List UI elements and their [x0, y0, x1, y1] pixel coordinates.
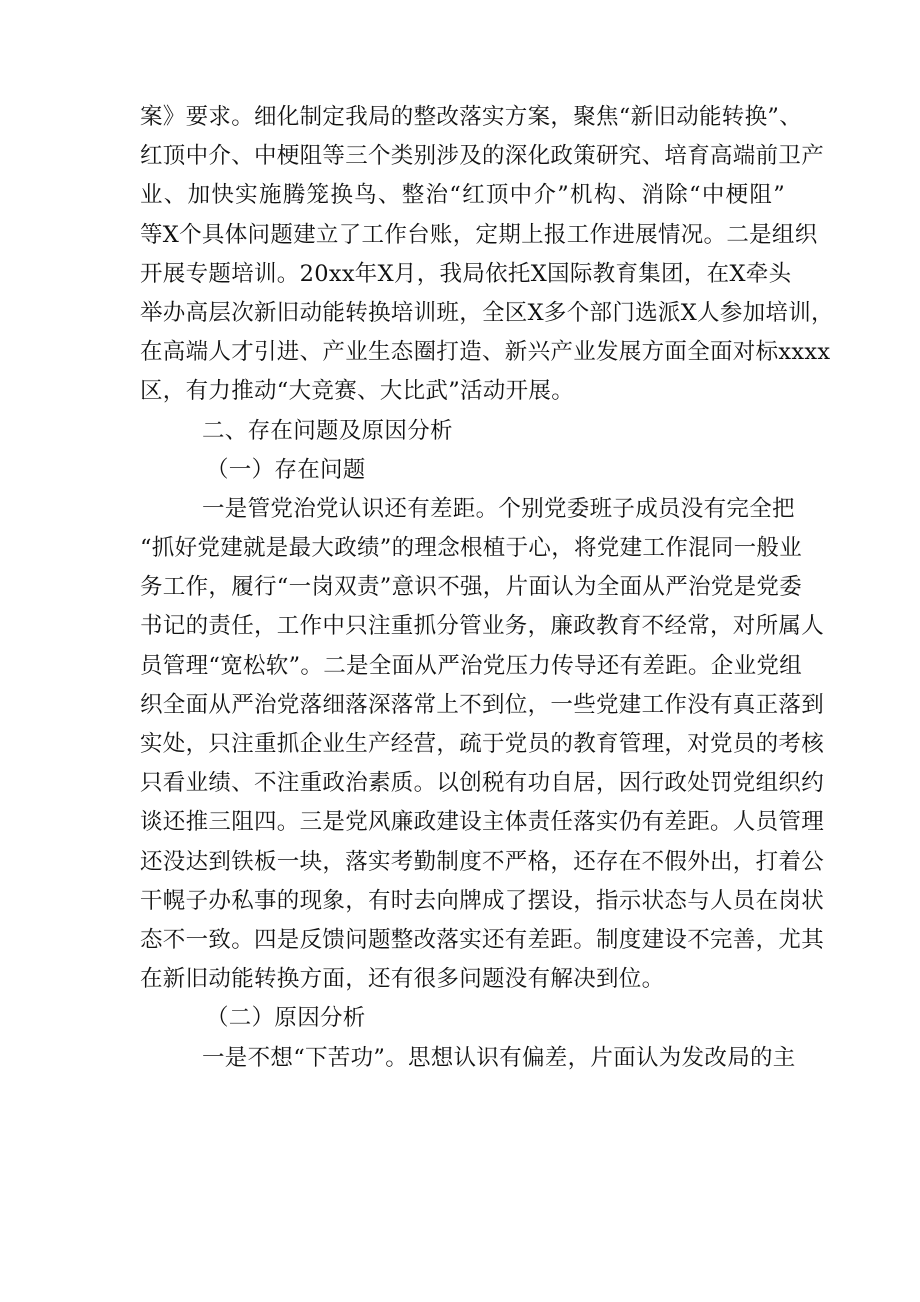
subsection-heading: （二）原因分析	[206, 1005, 366, 1032]
paragraph-line: 区，有力推动“大竞赛、大比武”活动开展。	[140, 378, 575, 405]
paragraph-line: 还没达到铁板一块，落实考勤制度不严格，还存在不假外出，打着公	[140, 848, 825, 875]
paragraph-line: 举办高层次新旧动能转换培训班，全区X多个部门选派X人参加培训，	[140, 299, 834, 326]
paragraph-line: 开展专题培训。20xx年X月，我局依托X国际教育集团，在X牵头	[140, 260, 792, 287]
paragraph-line: 等X个具体问题建立了工作台账，定期上报工作进展情况。二是组织	[140, 221, 818, 248]
paragraph-line: 实处，只注重抓企业生产经营，疏于党员的教育管理，对党员的考核	[140, 731, 825, 757]
subsection-heading: （一）存在问题	[206, 456, 366, 483]
document-body	[140, 98, 834, 1078]
paragraph-line: 干幌子办私事的现象，有时去向牌成了摆设，指示状态与人员在岗状	[140, 887, 825, 914]
section-heading: 二、存在问题及原因分析	[202, 417, 453, 444]
paragraph-line: 员管理“宽松软”。二是全面从严治党压力传导还有差距。企业党组	[140, 652, 803, 679]
paragraph-line: 业、加快实施腾笼换鸟、整治“红顶中介”机构、消除“中梗阻”	[140, 182, 785, 209]
paragraph-line: 书记的责任，工作中只注重抓分管业务，廉政教育不经常，对所属人	[140, 613, 825, 640]
paragraph-line: 一是不想“下苦功”。思想认识有偏差，片面认为发改局的主	[202, 1044, 796, 1071]
paragraph-line: 只看业绩、不注重政治素质。以创税有功自居，因行政处罚党组织约	[140, 770, 825, 797]
paragraph-line: 务工作，履行“一岗双责”意识不强，片面认为全面从严治党是党委	[140, 574, 803, 601]
paragraph-line: 织全面从严治党落细落深落常上不到位，一些党建工作没有真正落到	[140, 691, 825, 718]
paragraph-line: 在高端人才引进、产业生态圈打造、新兴产业发展方面全面对标xxxx	[140, 339, 831, 366]
paragraph-line: “抓好党建就是最大政绩”的理念根植于心，将党建工作混同一般业	[140, 535, 803, 562]
paragraph-line: 态不一致。四是反馈问题整改落实还有差距。制度建设不完善，尤其	[140, 926, 825, 953]
paragraph-line: 案》要求。细化制定我局的整改落实方案，聚焦“新旧动能转换”、	[140, 104, 803, 130]
paragraph-line: 一是管党治党认识还有差距。个别党委班子成员没有完全把	[202, 495, 795, 522]
paragraph-line: 在新旧动能转换方面，还有很多问题没有解决到位。	[140, 966, 665, 993]
paragraph-line: 谈还推三阻四。三是党风廉政建设主体责任落实仍有差距。人员管理	[140, 809, 825, 836]
paragraph-line: 红顶中介、中梗阻等三个类别涉及的深化政策研究、培育高端前卫产	[140, 143, 825, 170]
